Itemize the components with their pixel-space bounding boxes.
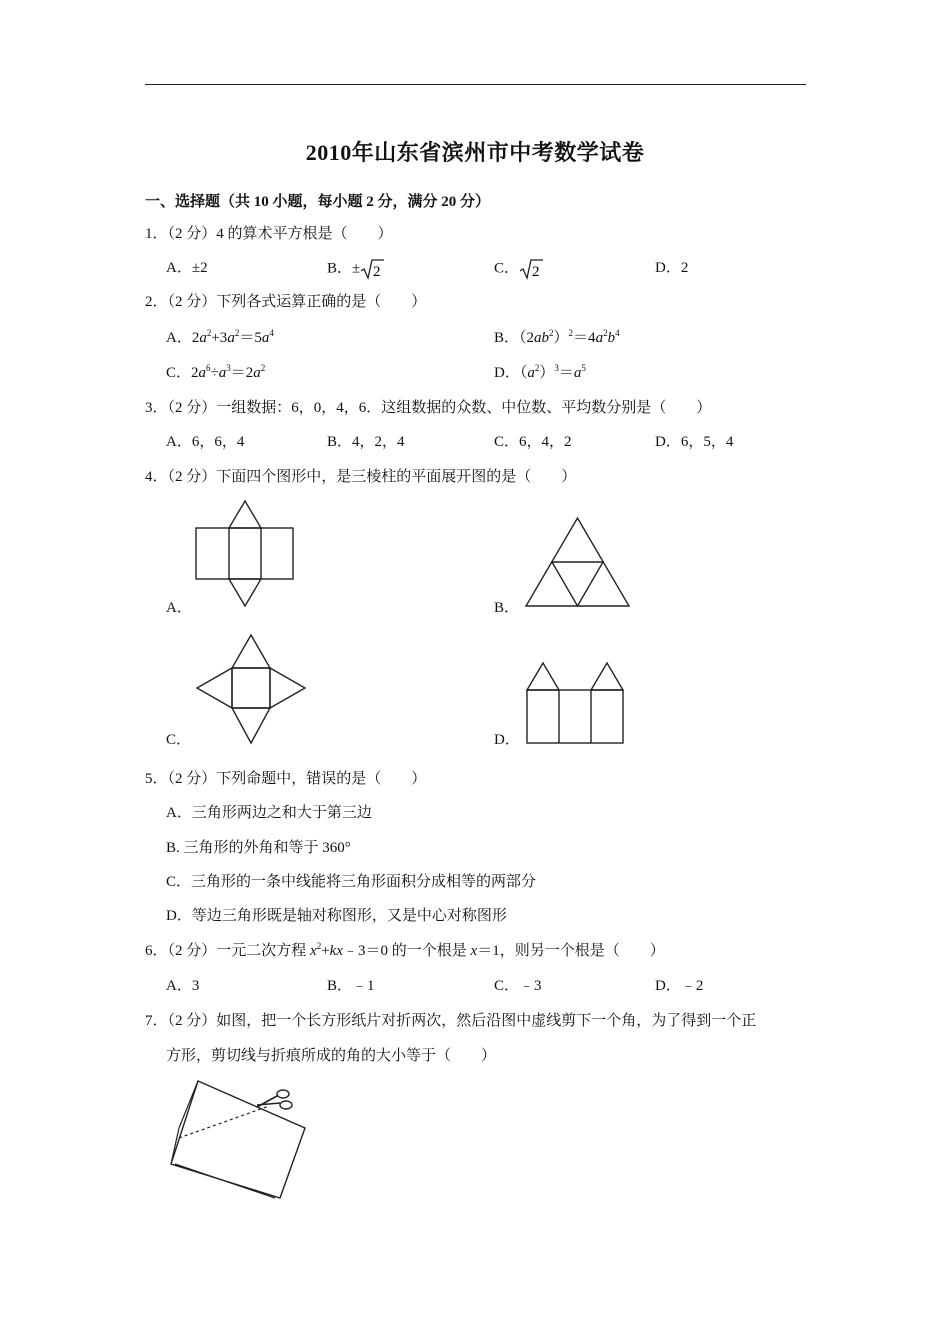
q6-option-a: A．3	[166, 978, 200, 994]
figure-d-net	[524, 660, 628, 746]
q5-option-c: C．三角形的一条中线能将三角形面积分成相等的两部分	[166, 874, 537, 890]
figure-c-square	[232, 668, 270, 708]
q6-stem-post: 的一个根是	[388, 943, 471, 959]
q1-option-d: D．2	[655, 260, 689, 276]
q7-stem-line1: 7．（2 分）如图，把一个长方形纸片对折两次，然后沿图中虚线剪下一个角，为了得到一个正	[145, 1013, 757, 1029]
q7-cut-line	[179, 1106, 269, 1138]
figure-d-left-triangle	[527, 663, 559, 690]
q3-option-d: D．6，5，4	[655, 434, 734, 450]
q1-option-c	[494, 258, 543, 280]
figure-a-rectangles	[196, 528, 293, 579]
sqrt-symbol	[360, 258, 384, 280]
q5-option-b: B. 三角形的外角和等于 360°	[166, 840, 351, 856]
q2-stem: 2．（2 分）下列各式运算正确的是（ ）	[145, 294, 427, 310]
figure-d-rectangles	[527, 690, 623, 743]
scissors-icon	[257, 1090, 292, 1109]
q2-option-b: B．$(2ab^2)^2=4a^2b^4$	[494, 328, 620, 346]
figure-a-top-triangle	[229, 501, 261, 528]
figure-q7-folded-paper	[165, 1076, 315, 1202]
q5-stem: 5．（2 分）下列命题中，错误的是（ ）	[145, 771, 427, 787]
q2-d-label: D．	[494, 365, 520, 381]
figure-a-net	[190, 498, 300, 610]
q1-b-radicand: 2	[373, 264, 381, 280]
q3-option-c: C．6，4，2	[494, 434, 572, 450]
figure-b-net	[522, 516, 634, 610]
page-title: 2010年山东省滨州市中考数学试卷	[305, 140, 645, 165]
q1-option-b	[327, 258, 384, 280]
q6-stem-end: ，则另一个根是（ ）	[499, 943, 665, 959]
q1-c-radicand: 2	[532, 264, 540, 280]
q3-option-a: A．6，6，4	[166, 434, 245, 450]
q3-option-b: B．4，2，4	[327, 434, 405, 450]
figure-c-top-triangle	[232, 635, 270, 668]
q6-option-b: B．﹣1	[327, 978, 375, 994]
figure-d-right-triangle	[591, 663, 623, 690]
figure-c-right-triangle	[270, 668, 305, 708]
q2-option-a: A．$2a^2+3a^2=5a^4$	[166, 328, 274, 346]
q2-c-label: C．	[166, 365, 192, 381]
q2-a-label: A．	[166, 330, 192, 346]
q2-option-c: C．$2a^6\div a^3=2a^2$	[166, 363, 266, 381]
q4-option-b: B．	[494, 600, 520, 616]
sqrt-symbol	[519, 258, 543, 280]
q6-stem: 6．（2 分）一元二次方程 $x^2+kx﹣3=0$ 的一个根是 x＝1，则另一个根是（ ）	[145, 941, 665, 959]
figure-b-inner-triangle	[552, 562, 603, 606]
q1-option-c-prefix: C．	[494, 260, 520, 277]
q7-stem-line2: 方形，剪切线与折痕所成的角的大小等于（ ）	[166, 1048, 497, 1064]
q4-stem: 4．（2 分）下面四个图形中，是三棱柱的平面展开图的是（ ）	[145, 469, 577, 485]
section-heading: 一、选择题（共 10 小题，每小题 2 分，满分 20 分）	[145, 194, 491, 210]
q6-option-d: D．﹣2	[655, 978, 704, 994]
q4-option-a: A．	[166, 600, 192, 616]
q6-option-c: C．﹣3	[494, 978, 542, 994]
q6-stem-pre: 6．（2 分）一元二次方程	[145, 943, 311, 959]
q1-stem: 1．（2 分）4 的算术平方根是（ ）	[145, 226, 393, 242]
header-rule	[145, 84, 806, 85]
figure-c-net	[194, 632, 310, 748]
figure-c-left-triangle	[197, 668, 232, 708]
q2-b-label: B．	[494, 330, 520, 346]
q2-option-d: D．$(a^2)^3=a^5$	[494, 363, 586, 381]
q5-option-d: D．等边三角形既是轴对称图形，又是中心对称图形	[166, 908, 507, 924]
figure-c-bottom-triangle	[232, 708, 270, 743]
q1-option-b-prefix: B．±	[327, 260, 361, 277]
figure-a-bottom-triangle	[229, 579, 261, 606]
q1-option-a: A．±2	[166, 260, 208, 276]
q5-option-a: A．三角形两边之和大于第三边	[166, 805, 372, 821]
q4-option-c: C．	[166, 732, 192, 748]
q3-stem: 3．（2 分）一组数据：6，0，4，6．这组数据的众数、中位数、平均数分别是（ ）	[145, 400, 712, 416]
q4-option-d: D．	[494, 732, 520, 748]
